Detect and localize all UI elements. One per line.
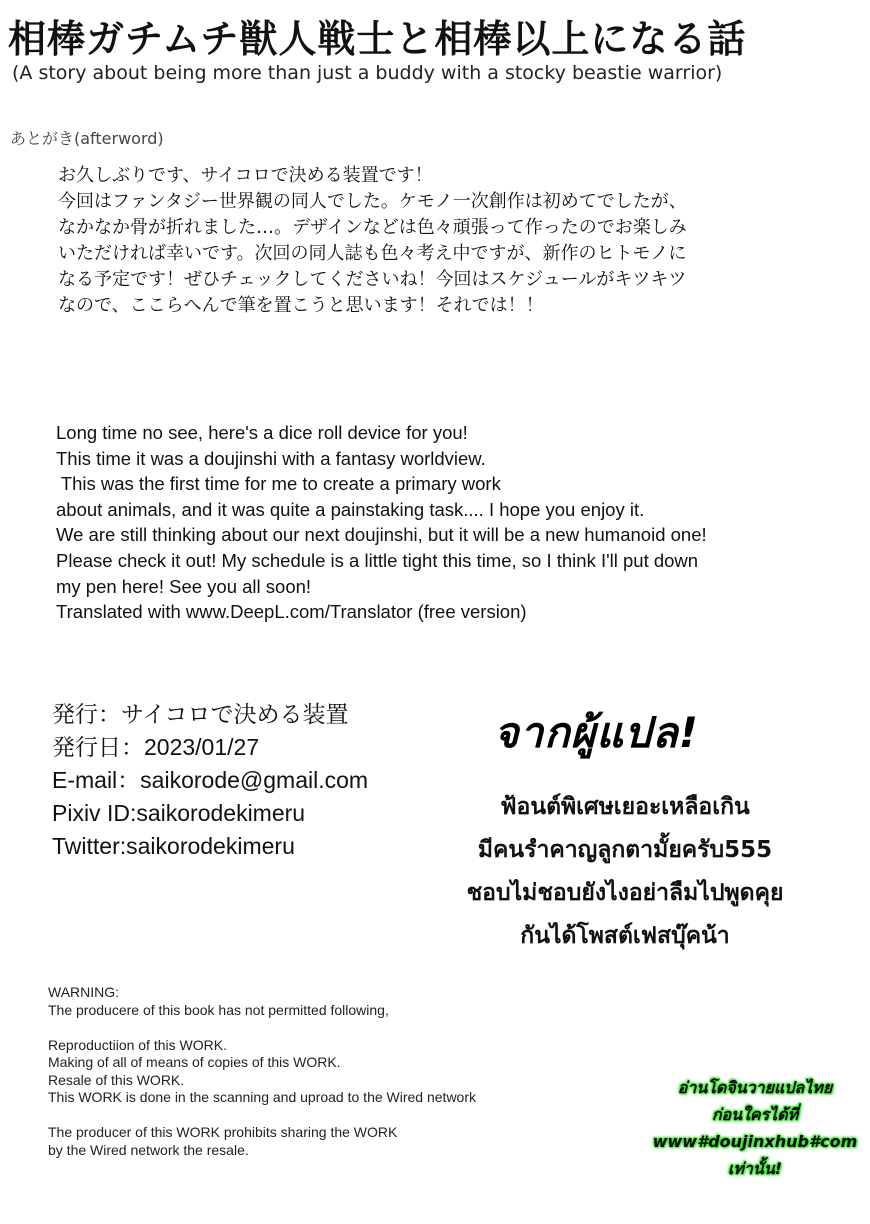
- book-subtitle: (A story about being more than just a buddy with a stocky beastie warrior): [12, 62, 723, 84]
- translator-note-line: มีคนรำคาญลูกตามั้ยครับ555: [477, 837, 773, 863]
- english-line: Please check it out! My schedule is a little tight this time, so I think I'll put down: [56, 549, 699, 571]
- english-line: This was the first time for me to create a primary work: [56, 473, 501, 495]
- warning-item: Reproductiion of this WORK.: [48, 1036, 227, 1053]
- english-line: We are still thinking about our next doujinshi, but it will be a new humanoid one!: [56, 524, 707, 546]
- translator-note-heading: จากผู้แปล!: [494, 708, 699, 757]
- english-line: about animals, and it was quite a painstaking task.... I hope you enjoy it.: [56, 498, 645, 520]
- english-line: my pen here! See you all soon!: [56, 575, 312, 597]
- warning-item: This WORK is done in the scanning and uproad to the Wired network: [48, 1089, 476, 1105]
- warning-closing-line: The producer of this WORK prohibits sharing the WORK: [48, 1124, 398, 1140]
- english-line: This time it was a doujinshi with a fantasy worldview.: [56, 447, 486, 469]
- warning-intro: The producere of this book has not permitted following,: [48, 1001, 389, 1018]
- promo-line: อ่านโดจินวายแปลไทย: [677, 1078, 833, 1097]
- translator-note: [400, 786, 850, 958]
- email-line: E-mail：saikorode@gmail.com: [52, 767, 369, 793]
- warning-closing-line: by the Wired network the resale.: [48, 1141, 249, 1158]
- translator-note-line: ฟ้อนต์พิเศษเยอะเหลือเกิน: [500, 794, 750, 820]
- warning-notice: [48, 984, 476, 1159]
- promo-line: www#doujinxhub#com: [652, 1132, 858, 1151]
- afterword-label: あとがき(afterword): [10, 129, 164, 148]
- publish-date-line: 発行日：2023/01/27: [52, 734, 260, 760]
- translator-note-line: กันได้โพสต์เฟสบุ๊คน้า: [520, 923, 730, 949]
- warning-heading: WARNING:: [48, 984, 120, 1000]
- pixiv-line: Pixiv ID:saikorodekimeru: [52, 800, 306, 826]
- english-line: Long time no see, here's a dice roll device for you!: [56, 422, 468, 443]
- book-title: 相棒ガチムチ獣人戦士と相棒以上になる話: [8, 17, 747, 61]
- promo-line: ก่อนใครได้ที่: [711, 1105, 799, 1124]
- warning-item: Making of all of means of copies of this WORK.: [48, 1054, 341, 1070]
- scanlation-promo: [650, 1074, 860, 1182]
- promo-line: เท่านั้น!: [727, 1159, 783, 1178]
- publisher-line: 発行：サイコロで決める装置: [52, 701, 349, 727]
- afterword-english-text: [56, 420, 856, 625]
- english-line: Translated with www.DeepL.com/Translator (free version): [56, 601, 527, 623]
- translator-note-line: ชอบไม่ชอบยังไงอย่าลืมไปพูดคุย: [466, 880, 784, 906]
- publication-info: [52, 698, 368, 863]
- afterword-japanese-text: お久しぶりです、サイコロで決める装置です！ 今回はファンタジー世界観の同人でした。ケモノ一次創作は初めてでしたが、 なかなか骨が折れました…。デザインなどは色々頑張って作ったのでお楽しみ いただければ幸いです。次回の同人誌も色々考え中ですが、新作のヒトモノに なる予定です！ぜひチェックしてくださいね！今回はスケジュールがキツキツ なので、ここらへんで筆を置こうと思います！それでは！！: [58, 165, 687, 316]
- twitter-line: Twitter:saikorodekimeru: [52, 833, 295, 859]
- warning-item: Resale of this WORK.: [48, 1071, 185, 1088]
